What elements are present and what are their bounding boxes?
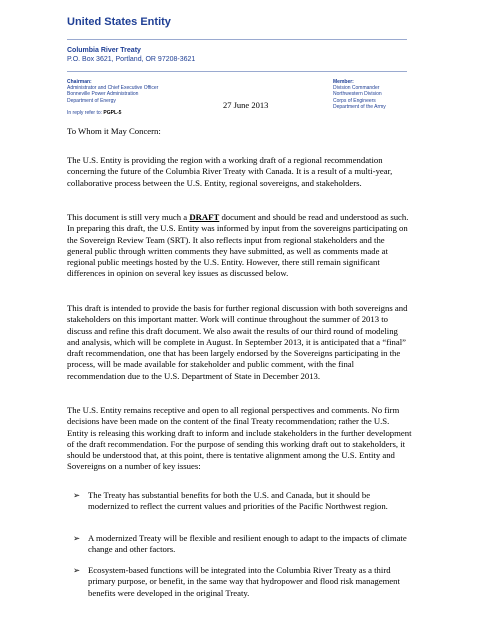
member-line: Division Commander	[333, 85, 380, 92]
salutation	[67, 126, 412, 137]
bullet-item	[73, 533, 413, 556]
paragraph-2-text	[67, 212, 412, 280]
paragraph-3-text: This draft is intended to provide the basis for further regional discussion with both sovereigns and stakeholders on this important matter. Work will continue throughout the summer of 2013 to discuss and refine this draft document. We also await the results of our third round of modeling and analysis, which will be complete in August. In September 2013, it is anticipated that a “final” draft recommendation, one that has been largely endorsed by the Sovereigns participating in the process, will be made available for stakeholder and public comment, with the final recommendation due to the U.S. Department of State in December 2013.	[67, 303, 408, 381]
paragraph-2	[67, 212, 412, 280]
letter-date: 27 June 2013	[223, 100, 269, 110]
reply-prefix: In reply refer to:	[67, 110, 103, 116]
chairman-heading: Chairman:	[67, 79, 92, 85]
member-line: Department of the Army	[333, 103, 386, 110]
member-line: Corps of Engineers	[333, 97, 376, 104]
paragraph-3	[67, 303, 412, 382]
bullet-item	[73, 490, 413, 513]
bullet-item	[73, 565, 413, 599]
reply-code: PGPL-5	[103, 110, 122, 116]
paragraph-2-end: document and should be read and understood as such. In preparing this draft, the U.S. Entity was informed by input from the sovereigns participating on the Sovereign Review Team (SRT). It also reflects input from regional stakeholders and the general public through written comments they have submitted, as well as comments made at regional public meetings hosted by the U.S. Entity. However, there still remain significant differences in opinion on several key issues as discussed below.	[67, 212, 409, 279]
arrow-bullet-icon: ➢	[73, 565, 81, 575]
member-line: Northwestern Division	[333, 91, 382, 98]
arrow-bullet-icon: ➢	[73, 533, 81, 543]
reply-reference	[67, 110, 121, 116]
member-heading: Member:	[333, 79, 354, 85]
paragraph-1	[67, 155, 412, 189]
paragraph-2-start: This document is still very much a	[67, 212, 190, 222]
chairman-line: Bonneville Power Administration	[67, 91, 139, 98]
org-name: Columbia River Treaty	[67, 47, 141, 54]
address-rule	[67, 71, 407, 72]
org-address: P.O. Box 3621, Portland, OR 97208-3621	[67, 56, 196, 63]
bullet-text: The Treaty has substantial benefits for both the U.S. and Canada, but it should be modernized to reflect the current values and priorities of the Pacific Northwest region.	[88, 490, 388, 512]
paragraph-1-text: The U.S. Entity is providing the region with a working draft of a regional recommendation concerning the future of the Columbia River Treaty with Canada. It is a result of a multi-year, collaborative process between the U.S. Entity, regional sovereigns, and stakeholders.	[67, 155, 393, 188]
salutation-text: To Whom it May Concern:	[67, 126, 161, 136]
draft-emphasis: DRAFT	[189, 212, 220, 222]
bullet-text: A modernized Treaty will be flexible and resilient enough to adapt to the impacts of climate change and other factors.	[88, 533, 407, 555]
chairman-block	[67, 79, 158, 104]
member-block	[333, 79, 386, 110]
header-rule	[67, 39, 407, 40]
paragraph-4-text: The U.S. Entity remains receptive and open to all regional perspectives and comments. No firm decisions have been made on the content of the final Treaty recommendation; rather the U.S. Entity is releasing this working draft to inform and include stakeholders in the further development of the draft recommendation. For the purpose of sending this working draft out to stakeholders, it should be understood that, at this point, there is tentative alignment among the U.S. Entity and Sovereigns on a number of key issues:	[67, 405, 412, 472]
bullet-text: Ecosystem-based functions will be integrated into the Columbia River Treaty as a third primary purpose, or benefit, in the same way that hydropower and flood risk management benefits were developed in the original Treaty.	[88, 565, 400, 598]
chairman-line: Administrator and Chief Executive Officer	[67, 85, 159, 92]
arrow-bullet-icon: ➢	[73, 490, 81, 500]
chairman-line: Department of Energy	[67, 97, 116, 104]
paragraph-4	[67, 405, 412, 473]
entity-title: United States Entity	[67, 16, 171, 28]
